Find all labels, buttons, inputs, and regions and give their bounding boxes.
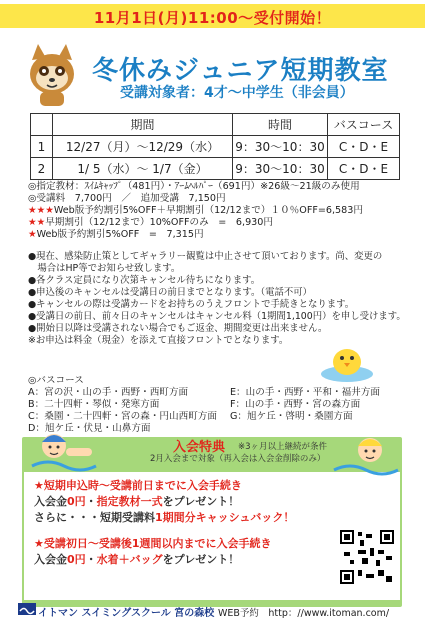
swimmer-girl-icon	[330, 432, 400, 477]
bus-course: B：二十四軒・琴似・発寒方面	[28, 399, 160, 410]
web-reservation-link[interactable]: WEB予約 http：//www.itoman.com/	[218, 608, 390, 619]
note-line: ●各クラス定員になり次第キャンセル待ちになります。	[28, 275, 261, 286]
stars: ★★★	[28, 205, 54, 216]
stars: ★	[28, 229, 37, 240]
note-line: ※お申込は料金（現金）を添えて直接フロントでとなります。	[28, 335, 289, 346]
stars: ★★	[28, 217, 46, 228]
raccoon-mascot-icon	[18, 40, 86, 110]
discount-line	[28, 229, 204, 241]
row-number: 2	[31, 158, 53, 180]
schedule-table	[30, 113, 400, 180]
benefit-line-text: 入会金0円・指定教材一式をプレゼント！	[34, 495, 240, 508]
benefit-line	[34, 494, 239, 509]
row-bus: C・D・E	[328, 158, 400, 180]
target-audience: 受講対象者：4才～中学生（非会員）	[120, 85, 354, 101]
benefit-line-text: さらに・・・短期受講料1期間分キャッシュバック！	[34, 511, 295, 524]
fee-info: ◎受講料 7,700円 ／ 追加受講 7,150円	[28, 193, 226, 204]
table-header: 期間	[53, 114, 233, 136]
discount-line	[28, 217, 273, 229]
table-header	[31, 114, 53, 136]
bus-course: E：山の手・西野・平和・福井方面	[230, 387, 380, 398]
discount-text: Web版予約割引5%OFF = 7,315円	[36, 229, 204, 240]
note-line: ●現在、感染防止策としてギャラリー観覧は中止させて頂いております。尚、変更の	[28, 251, 383, 262]
row-period: 12/27（月）～12/29（水）	[53, 136, 233, 158]
table-header: 時間	[233, 114, 328, 136]
benefit-line-text: 入会金0円・水着＋バッグをプレゼント！	[34, 553, 240, 566]
chick-icon	[318, 336, 376, 386]
bus-course: F：山の手・西野・宮の森方面	[230, 399, 361, 410]
discount-line	[28, 205, 363, 217]
table-header: バスコース	[328, 114, 400, 136]
bus-course: A：宮の沢・山の手・西野・西町方面	[28, 387, 189, 398]
benefit-title: 入会特典	[173, 440, 226, 455]
materials-info: ◎指定教材：ｽｲﾑｷｬｯﾌﾟ（481円）・ｱｰﾑﾍﾙﾊﾟｰ（691円）※26級～21級のみ使用	[28, 181, 360, 192]
row-time: 9：30～10：30	[233, 158, 328, 180]
bus-course: C：桑園・二十四軒・宮の森・円山西町方面	[28, 411, 217, 422]
note-line: ●キャンセルの際は受講カードをお持ちのうえフロントで手続きとなります。	[28, 299, 355, 310]
benefit-line	[34, 552, 239, 567]
table-row	[31, 136, 400, 158]
note-line: ●開始日以降は受講されない場合でもご返金、期間変更は出来ません。	[28, 323, 328, 334]
itoman-logo-icon	[18, 603, 36, 615]
benefit-line	[34, 510, 294, 525]
row-bus: C・D・E	[328, 136, 400, 158]
page-title: 冬休みジュニア短期教室	[92, 56, 389, 86]
row-period: 1/ 5（水）～ 1/7（金）	[53, 158, 233, 180]
note-line: 場合はHP等でお知らせ致します。	[28, 263, 181, 274]
school-logo-text: イトマン スイミングスクール 宮の森校	[38, 608, 215, 619]
bus-heading: ◎バスコース	[28, 375, 84, 386]
row-time: 9：30～10：30	[233, 136, 328, 158]
benefit-condition: ※3ヶ月以上継続が条件	[238, 442, 328, 452]
discount-text: 早期割引（12/12まで）10%OFFのみ = 6,930円	[45, 217, 273, 228]
note-line: ●受講日の前日、前々日のキャンセルはキャンセル料（1期間1,100円）を申し受けます。	[28, 311, 406, 322]
row-number: 1	[31, 136, 53, 158]
benefit-sub-note: 2月入会まで対象（再入会は入会金削除のみ）	[150, 454, 326, 464]
benefit-line: ★受講初日～受講後1週間以内までに入会手続き	[34, 537, 272, 550]
note-line: ●申込後のキャンセルは受講日の前日までとなります。（電話不可）	[28, 287, 312, 298]
benefit-line: ★短期申込時～受講前日までに入会手続き	[34, 479, 242, 492]
qr-code-icon[interactable]	[338, 528, 396, 586]
table-header-row	[31, 114, 400, 136]
bus-course: D：旭ケ丘・伏見・山鼻方面	[28, 423, 151, 434]
bus-course: G：旭ケ丘・啓明・桑園方面	[230, 411, 353, 422]
discount-text: Web版予約割引5%OFF＋早期割引（12/12まで）１０％OFF=6,583円	[53, 205, 363, 216]
banner-text: 11月1日(月)11:00～受付開始！	[93, 9, 332, 27]
table-row	[31, 158, 400, 180]
